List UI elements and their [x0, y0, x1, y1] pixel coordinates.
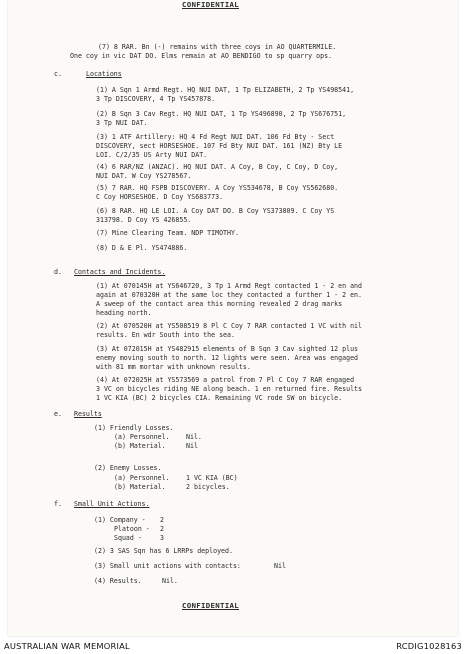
item7-line2: One coy in vic DAT DO. Elms remain at AO BENDIGO to sp quarry ops. — [70, 52, 333, 60]
squad-count-label: Squad - — [114, 534, 142, 542]
squad-count-value: 3 — [160, 534, 164, 542]
locations-heading: Locations — [86, 70, 122, 78]
locations-line: (5) 7 RAR. HQ FSPB DISCOVERY. A Coy YS534678, B Coy YS562680. — [96, 184, 339, 192]
contacts-line: results. En wdr South into the sea. — [96, 331, 235, 339]
contacts-line: (2) At 070520H at YS508519 8 Pl C Coy 7 RAR contacted 1 VC with nil — [96, 322, 362, 330]
enemy-material-value: 2 bicycles. — [186, 483, 230, 491]
sas-deployment-line: (2) 3 SAS Sqn has 6 LRRPs deployed. — [94, 547, 233, 555]
locations-line: (4) 6 RAR/NZ (ANZAC). HQ NUI DAT. A Coy, B Coy, C Coy, D Coy, — [96, 163, 339, 171]
section-letter-c: c. — [54, 70, 62, 78]
contacts-line: 1 VC KIA (BC) 2 bicycles CIA. Remaining VC rode SW on bicycle. — [96, 394, 343, 402]
archive-reference: RCDIG1028163 — [396, 641, 462, 651]
classification-header: CONFIDENTIAL — [182, 0, 239, 9]
classification-footer: CONFIDENTIAL — [182, 601, 239, 610]
small-unit-results-value: Nil. — [162, 577, 178, 585]
locations-line: 313798. D Coy YS 426855. — [96, 216, 192, 224]
locations-line: (6) 8 RAR. HQ LE LOI. A Coy DAT DO. B Coy YS373809. C Coy YS — [96, 207, 335, 215]
contacts-line: (3) At 072015H at YS482915 elements of B Sqn 3 Cav sighted 12 plus — [96, 345, 359, 353]
contacts-line: with 81 mm mortar with unknown results. — [96, 363, 251, 371]
contacts-line: (4) At 072025H at YS573569 a patrol from 7 Pl C Coy 7 RAR engaged — [96, 376, 355, 384]
locations-line: LOI. C/2/35 US Arty NUI DAT. — [96, 151, 208, 159]
contacts-line: heading north. — [96, 309, 152, 317]
contacts-heading: Contacts and Incidents. — [74, 268, 166, 276]
small-unit-contacts-label: (3) Small unit actions with contacts: — [94, 562, 241, 570]
small-unit-contacts-value: Nil — [274, 562, 286, 570]
enemy-personnel-label: (a) Personnel. — [114, 474, 170, 482]
contacts-line: enemy moving south to north. 12 lights were seen. Area was engaged — [96, 354, 359, 362]
locations-line: (7) Mine Clearing Team. NDP TIMOTHY. — [96, 229, 239, 237]
locations-line: (2) B Sqn 3 Cav Regt. HQ NUI DAT, 1 Tp YS496890, 2 Tp YS676751, — [96, 110, 347, 118]
locations-line: C Coy HORSESHOE. D Coy YS683773. — [96, 193, 224, 201]
enemy-material-label: (b) Material. — [114, 483, 166, 491]
section-letter-d: d. — [54, 268, 62, 276]
company-count-label: (1) Company - — [94, 516, 146, 524]
archive-name: AUSTRALIAN WAR MEMORIAL — [4, 641, 130, 651]
friendly-material-value: Nil — [186, 442, 198, 450]
contacts-line: 3 VC on bicycles riding NE along beach. 1 en returned fire. Results — [96, 385, 362, 393]
section-letter-e: e. — [54, 410, 62, 418]
enemy-personnel-value: 1 VC KIA (BC) — [186, 474, 238, 482]
contacts-line: again at 070320H at the same loc they contacted a further 1 - 2 en. — [96, 291, 362, 299]
friendly-personnel-label: (a) Personnel. — [114, 433, 170, 441]
locations-line: DISCOVERY, sect HORSESHOE. 107 Fd Bty NUI DAT. 161 (NZ) Bty LE — [96, 142, 343, 150]
friendly-personnel-value: Nil. — [186, 433, 202, 441]
contacts-line: (1) At 070145H at YS646720, 3 Tp 1 Armd Regt contacted 1 - 2 en and — [96, 282, 362, 290]
locations-line: 3 Tp DISCOVERY, 4 Tp YS457878. — [96, 95, 216, 103]
item7-line1: (7) 8 RAR. Bn (-) remains with three coys in AO QUARTERMILE. — [98, 43, 337, 51]
locations-line: NUI DAT. W Coy YS278567. — [96, 172, 192, 180]
locations-line: (1) A Sqn 1 Armd Regt. HQ NUI DAT, 1 Tp ELIZABETH, 2 Tp YS498541, — [96, 86, 355, 94]
locations-line: (3) 1 ATF Artillery: HQ 4 Fd Regt NUI DAT. 106 Fd Bty - Sect — [96, 133, 335, 141]
contacts-line: A sweep of the contact area this morning revealed 2 drag marks — [96, 300, 343, 308]
company-count-value: 2 — [160, 516, 164, 524]
friendly-losses-heading: (1) Friendly Losses. — [94, 424, 174, 432]
platoon-count-value: 2 — [160, 525, 164, 533]
enemy-losses-heading: (2) Enemy Losses. — [94, 464, 162, 472]
friendly-material-label: (b) Material. — [114, 442, 166, 450]
platoon-count-label: Platoon - — [114, 525, 150, 533]
locations-line: (8) D & E Pl. YS474886. — [96, 244, 188, 252]
archive-footer — [0, 640, 466, 654]
results-heading: Results — [74, 410, 102, 418]
document-page — [8, 0, 458, 636]
locations-line: 3 Tp NUI DAT. — [96, 119, 148, 127]
section-letter-f: f. — [54, 500, 62, 508]
small-unit-results-label: (4) Results. — [94, 577, 142, 585]
small-unit-heading: Small Unit Actions. — [74, 500, 150, 508]
